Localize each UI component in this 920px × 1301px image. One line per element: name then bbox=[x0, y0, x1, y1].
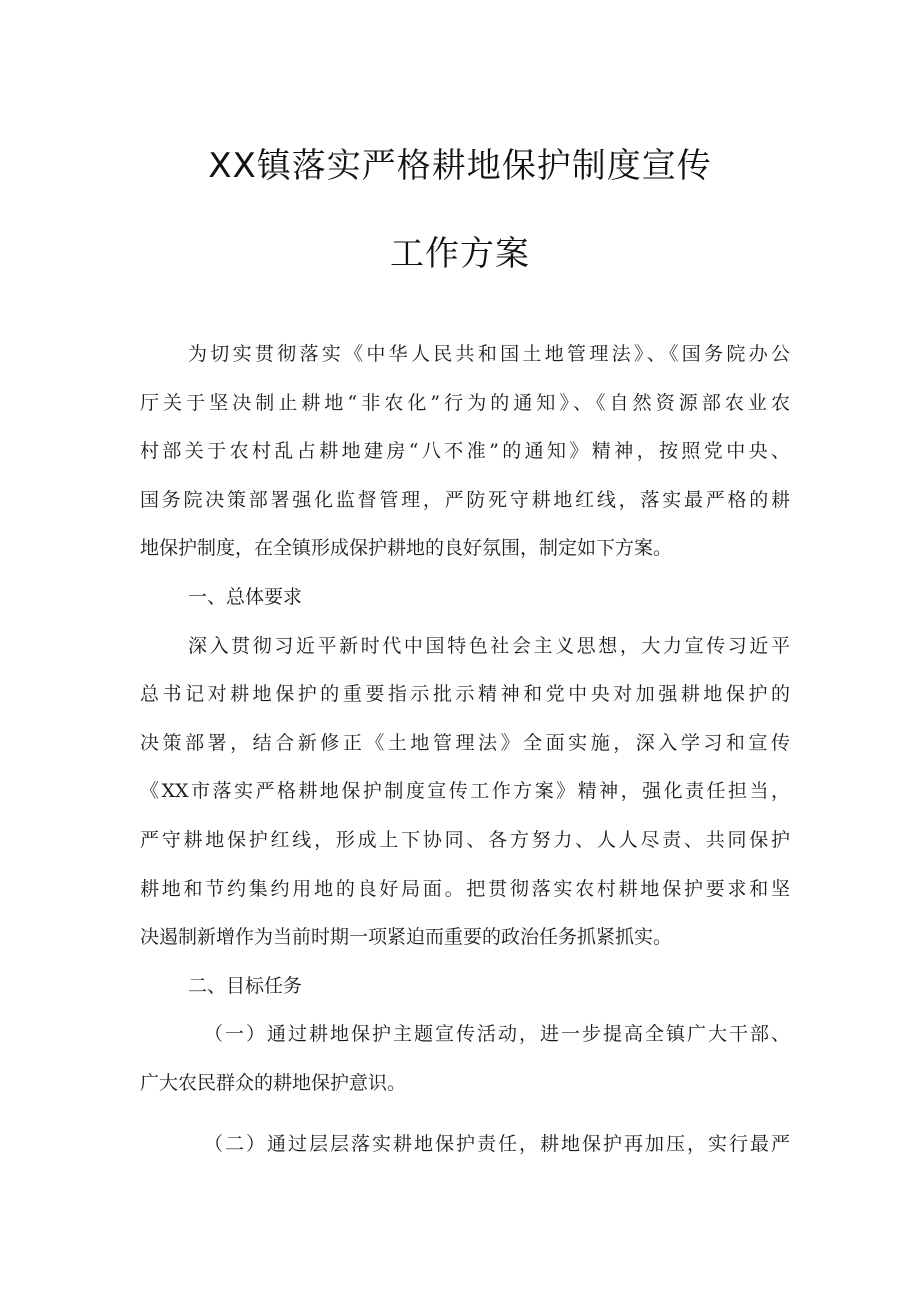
paragraph-line: （一）通过耕地保护主题宣传活动，进一步提高全镇广大干部、 bbox=[204, 1023, 790, 1046]
paragraph-line: 总书记对耕地保护的重要指示批示精神和党中央对加强耕地保护的 bbox=[140, 683, 790, 706]
paragraph-line: 耕地和节约集约用地的良好局面。把贯彻落实农村耕地保护要求和坚 bbox=[140, 877, 790, 900]
section-heading: 二、目标任务 bbox=[188, 974, 303, 997]
paragraph-line: 国务院决策部署强化监督管理，严防死守耕地红线，落实最严格的耕 bbox=[140, 488, 790, 511]
paragraph-line: 决策部署，结合新修正《土地管理法》全面实施，深入学习和宣传 bbox=[140, 731, 790, 754]
paragraph-gap bbox=[140, 1108, 790, 1120]
paragraph-line: 厅关于坚决制止耕地“非农化”行为的通知》、《自然资源部农业农 bbox=[140, 391, 790, 414]
section-heading: 一、总体要求 bbox=[188, 585, 303, 608]
paragraph-line: 《XX市落实严格耕地保护制度宣传工作方案》精神，强化责任担当， bbox=[140, 780, 790, 803]
paragraph-line: 深入贯彻习近平新时代中国特色社会主义思想，大力宣传习近平 bbox=[188, 634, 790, 657]
document-title-line1: XX镇落实严格耕地保护制度宣传 bbox=[208, 146, 712, 186]
document-title-line2: 工作方案 bbox=[390, 234, 530, 274]
paragraph-line: （二）通过层层落实耕地保护责任，耕地保护再加压，实行最严 bbox=[204, 1132, 790, 1155]
paragraph-line: 为切实贯彻落实《中华人民共和国土地管理法》、《国务院办公 bbox=[188, 343, 790, 365]
paragraph-line: 严守耕地保护红线，形成上下协同、各方努力、人人尽责、共同保护 bbox=[140, 828, 790, 851]
paragraph-line: 决遏制新增作为当前时期一项紧迫而重要的政治任务抓紧抓实。 bbox=[140, 926, 673, 949]
paragraph-line: 地保护制度，在全镇形成保护耕地的良好氛围，制定如下方案。 bbox=[140, 537, 673, 560]
document-body bbox=[140, 330, 790, 1168]
paragraph-line: 广大农民群众的耕地保护意识。 bbox=[140, 1071, 407, 1094]
paragraph-line: 村部关于农村乱占耕地建房“八不准”的通知》精神，按照党中央、 bbox=[140, 440, 790, 463]
